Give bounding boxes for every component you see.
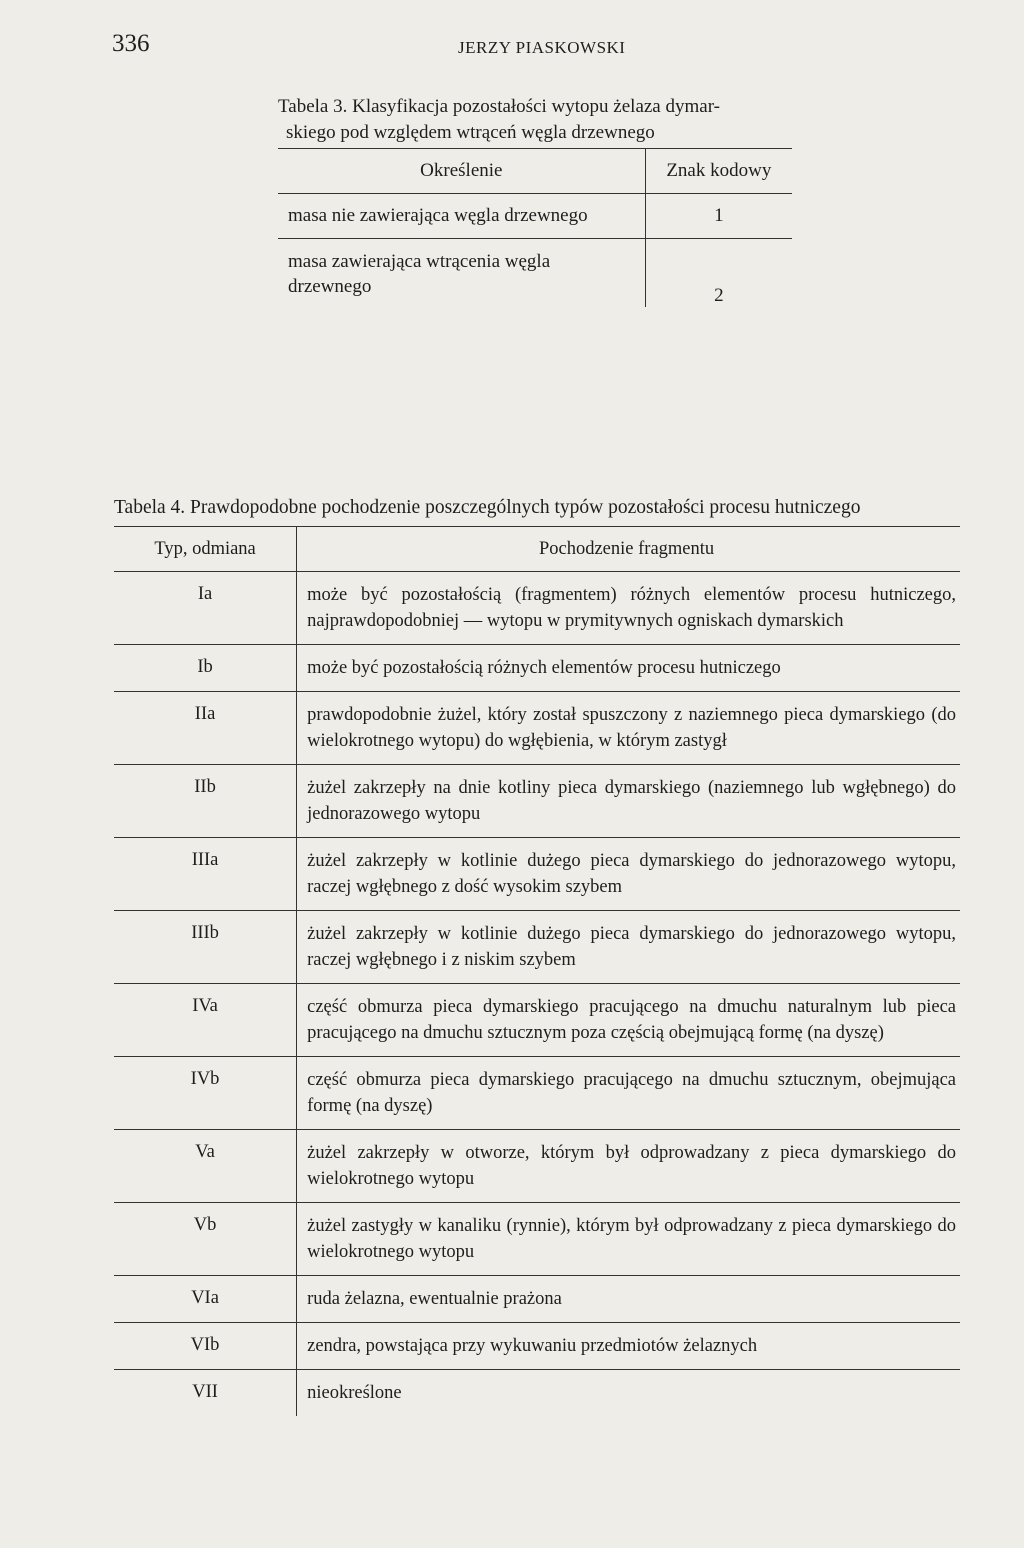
table4-origin: może być pozostałością (fragmentem) różnych elementów procesu hutniczego, najprawdopodobniej — wytopu w prymitywnych ogniskach dymarskich [297,572,960,645]
table4-origin: ruda żelazna, ewentualnie prażona [297,1276,960,1323]
table4-type: IIa [114,692,297,765]
table4-origin: żużel zastygły w kanaliku (rynnie), którym był odprowadzany z pieca dymarskiego do wielokrotnego wytopu [297,1203,960,1276]
table4-row [114,572,960,645]
table4-type: Vb [114,1203,297,1276]
table4-caption: Tabela 4. Prawdopodobne pochodzenie poszczególnych typów pozostałości procesu hutniczego [114,497,861,518]
table4-type: VIa [114,1276,297,1323]
table4-origin: prawdopodobnie żużel, który został spuszczony z naziemnego pieca dymarskiego (do wielokrotnego wytopu) do wgłębienia, w którym zastygł [297,692,960,765]
table4-origin: część obmurza pieca dymarskiego pracującego na dmuchu naturalnym lub pieca pracującego na dmuchu sztucznym poza częścią obejmującą formę (na dyszę) [297,984,960,1057]
table3-col2-header: Znak kodowy [645,149,792,194]
table3-caption-line1: Tabela 3. Klasyfikacja pozostałości wytopu żelaza dymar- [278,96,720,117]
table4-row [114,1370,960,1417]
table3-row [278,194,792,239]
table4-header-row [114,527,960,572]
table4-type: IVb [114,1057,297,1130]
table4-type: VIb [114,1323,297,1370]
table3-caption-line2: skiego pod względem wtrąceń węgla drzewnego [286,122,655,143]
table4-row [114,1323,960,1370]
table4-origin: żużel zakrzepły w otworze, którym był odprowadzany z pieca dymarskiego do wielokrotnego wytopu [297,1130,960,1203]
table3-description: masa nie zawierająca węgla drzewnego [278,194,645,239]
table4-origin: część obmurza pieca dymarskiego pracującego na dmuchu sztucznym, obejmująca formę (na dyszę) [297,1057,960,1130]
running-title: JERZY PIASKOWSKI [458,38,626,57]
table4-type: IVa [114,984,297,1057]
table4-type: Ia [114,572,297,645]
table4-row [114,838,960,911]
table4-type: Va [114,1130,297,1203]
table3-row [278,239,792,308]
table4-row [114,692,960,765]
table4-row [114,1130,960,1203]
table4-col2-header: Pochodzenie fragmentu [297,527,960,572]
table3 [278,148,792,307]
table3-code: 2 [714,285,724,306]
table4 [114,526,960,1416]
table3-caption [278,94,798,146]
table4-type: VII [114,1370,297,1417]
table4-row [114,911,960,984]
table4-origin: zendra, powstająca przy wykuwaniu przedmiotów żelaznych [297,1323,960,1370]
table3-col1-header: Określenie [278,149,645,194]
page-number: 336 [112,30,150,57]
table4-row [114,645,960,692]
table3-description [278,239,645,308]
table4-row [114,765,960,838]
table4-row [114,1203,960,1276]
table4-row [114,1276,960,1323]
table4-type: IIIa [114,838,297,911]
table4-row [114,984,960,1057]
table3-header-row [278,149,792,194]
table4-origin: żużel zakrzepły w kotlinie dużego pieca dymarskiego do jednorazowego wytopu, raczej wgłębnego z dość wysokim szybem [297,838,960,911]
table4-origin: żużel zakrzepły w kotlinie dużego pieca dymarskiego do jednorazowego wytopu, raczej wgłębnego i z niskim szybem [297,911,960,984]
table4-type: IIIb [114,911,297,984]
table4-row [114,1057,960,1130]
table4-type: Ib [114,645,297,692]
table4-origin: żużel zakrzepły na dnie kotliny pieca dymarskiego (naziemnego lub wgłębnego) do jednorazowego wytopu [297,765,960,838]
table4-origin: nieokreślone [307,1383,402,1403]
table3-code: 1 [645,194,792,239]
table4-origin: może być pozostałością różnych elementów procesu hutniczego [297,645,960,692]
table4-col1-header: Typ, odmiana [114,527,297,572]
table3-description-text: masa zawierająca wtrącenia węgla drzewnego [288,251,551,297]
table4-type: IIb [114,765,297,838]
